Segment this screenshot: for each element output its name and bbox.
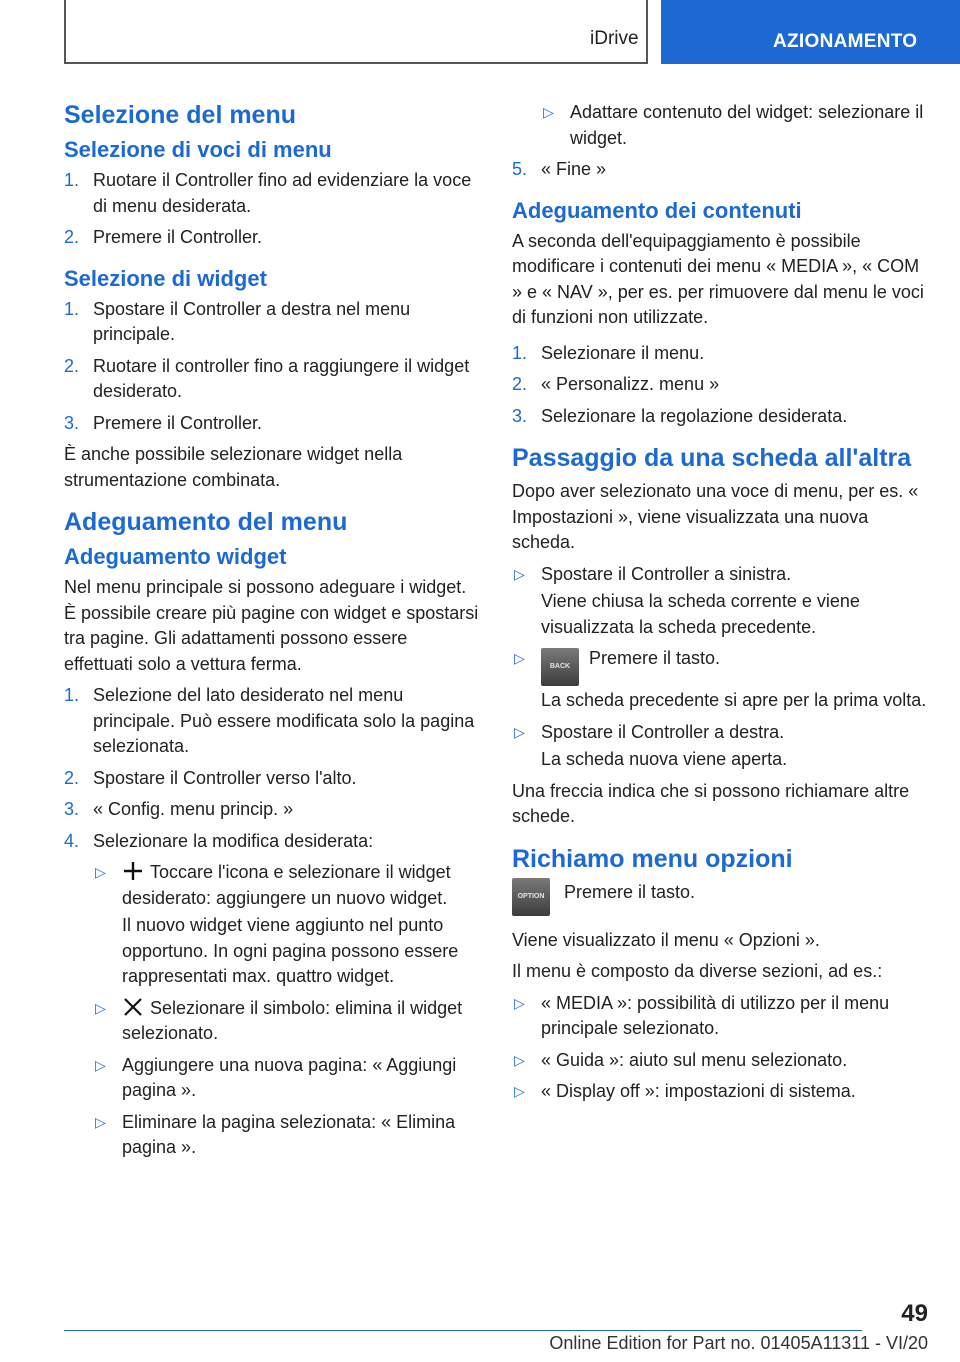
bullet-move-right: ▷ Spostare il Controller a destra. La scheda nuova viene aperta.: [514, 721, 788, 769]
switch-note: Una freccia indica che si possono richiamare altre schede.: [512, 780, 910, 826]
list-item: 2. Premere il Controller.: [64, 227, 263, 247]
cross-icon: [122, 996, 144, 1018]
bullet-press-back: ▷ BACK Premere il tasto. La scheda precedente si apre per la prima volta.: [514, 648, 927, 710]
triangle-bullet-icon: ▷: [514, 723, 525, 740]
bullet-add-page: ▷ Aggiungere una nuova pagina: « Aggiungi pagina ».: [95, 1054, 457, 1100]
adjust-intro: Nel menu principale si possono adeguare i widget. È possibile creare più pagine con widget e spostarsi tra pagine. Gli adattamenti possono essere effettuati solo a vettura ferma.: [64, 577, 479, 674]
switch-intro: Dopo aver selezionato una voce di menu, per es. « Impostazioni », viene visualizzata una nuova scheda.: [512, 481, 919, 552]
content-intro: A seconda dell'equipaggiamento è possibile modificare i contenuti dei menu « MEDIA », « COM » e « NAV », per es. per rimuovere dal menu le voci di funzioni non utilizzate.: [512, 230, 924, 327]
header-chapter: AZIONAMENTO: [661, 0, 960, 64]
options-list-item: ▷ « Guida »: aiuto sul menu selezionato.: [512, 1048, 928, 1074]
header-frame: [64, 0, 648, 64]
triangle-bullet-icon: ▷: [95, 1056, 106, 1073]
plus-icon: [122, 860, 144, 882]
sub-bullets: [512, 100, 928, 151]
triangle-bullet-icon: ▷: [514, 1083, 525, 1099]
triangle-bullet-icon: ▷: [514, 650, 525, 666]
header-section: iDrive: [590, 28, 639, 49]
list-item: 1. Spostare il Controller a destra nel menu principale.: [64, 298, 411, 344]
bullet-add-widget: ▷ Toccare l'icona e selezionare il widget desiderato: aggiungere un nuovo widget. Il nuovo widget viene aggiunto nel punto opportuno. In ogni pagina possono essere rappresentati max. quattro widget.: [95, 862, 459, 986]
option-press-row: OPTION Premere il tasto.: [512, 880, 928, 920]
triangle-bullet-icon: ▷: [543, 104, 554, 120]
list-item: 3. « Config. menu princip. »: [64, 799, 294, 819]
list-item: 2. « Personalizz. menu »: [512, 374, 720, 394]
list-item: 3. Premere il Controller.: [64, 412, 263, 433]
bullet-delete-page: ▷ Eliminare la pagina selezionata: « Elimina pagina ».: [95, 1111, 456, 1157]
triangle-bullet-icon: ▷: [95, 999, 106, 1016]
bullet-move-left: ▷ Spostare il Controller a sinistra. Viene chiusa la scheda corrente e viene visualizzata la scheda precedente.: [514, 563, 860, 637]
footer-rule: [64, 1330, 862, 1331]
right-column: [512, 100, 928, 1111]
list-item: 1. Selezione del lato desiderato nel menu principale. Può essere modificata solo la pagina selezionata.: [64, 685, 475, 756]
bullet-remove-widget: ▷ Selezionare il simbolo: elimina il widget selezionato.: [95, 997, 463, 1043]
triangle-bullet-icon: ▷: [514, 994, 525, 1011]
heading-options-menu: Richiamo menu opzioni: [512, 844, 793, 873]
heading-select-widget: Selezione di widget: [64, 265, 267, 291]
left-column: [64, 100, 480, 1167]
option-button-icon: OPTION: [512, 878, 550, 916]
back-button-icon: BACK: [541, 648, 579, 686]
heading-select-menu: Selezione del menu: [64, 101, 297, 129]
heading-select-items: Selezione di voci di menu: [64, 137, 332, 162]
footer-edition: Online Edition for Part no. 01405A11311 - VI/20: [549, 1333, 928, 1353]
list-item: 5. « Fine »: [512, 159, 607, 179]
options-shown: Viene visualizzato il menu « Opzioni ».: [512, 929, 820, 950]
options-list-item: ▷ « MEDIA »: possibilità di utilizzo per il menu principale selezionato.: [514, 992, 890, 1038]
heading-switch-tabs: Passaggio da una scheda all'altra: [512, 444, 912, 472]
list-item: 1. Selezionare il menu.: [512, 342, 705, 363]
list-item: 2. Spostare il Controller verso l'alto.: [64, 767, 357, 788]
bullet-adapt-widget: ▷ Adattare contenuto del widget: selezionare il widget.: [543, 102, 924, 148]
options-list-item: ▷ « Display off »: impostazioni di sistema.: [512, 1079, 928, 1105]
list-item: 1. Ruotare il Controller fino ad evidenziare la voce di menu desiderata.: [64, 170, 472, 216]
sub-bullets: [64, 860, 480, 1161]
heading-adjust-widget: Adeguamento widget: [64, 544, 287, 569]
triangle-bullet-icon: ▷: [514, 1051, 525, 1068]
list-item: 4. Selezionare la modifica desiderata:: [64, 830, 374, 851]
list-item: 3. Selezionare la regolazione desiderata.: [512, 405, 848, 426]
widget-note: È anche possibile selezionare widget nella strumentazione combinata.: [64, 444, 403, 490]
page-number: 49: [901, 1300, 928, 1327]
triangle-bullet-icon: ▷: [95, 864, 106, 880]
list-item: 2. Ruotare il controller fino a raggiungere il widget desiderato.: [64, 355, 470, 401]
triangle-bullet-icon: ▷: [95, 1113, 106, 1130]
options-sections: Il menu è composto da diverse sezioni, ad es.:: [512, 961, 883, 981]
heading-adjust-menu: Adeguamento del menu: [64, 508, 348, 536]
heading-adjust-content: Adeguamento dei contenuti: [512, 197, 802, 223]
triangle-bullet-icon: ▷: [514, 565, 525, 582]
